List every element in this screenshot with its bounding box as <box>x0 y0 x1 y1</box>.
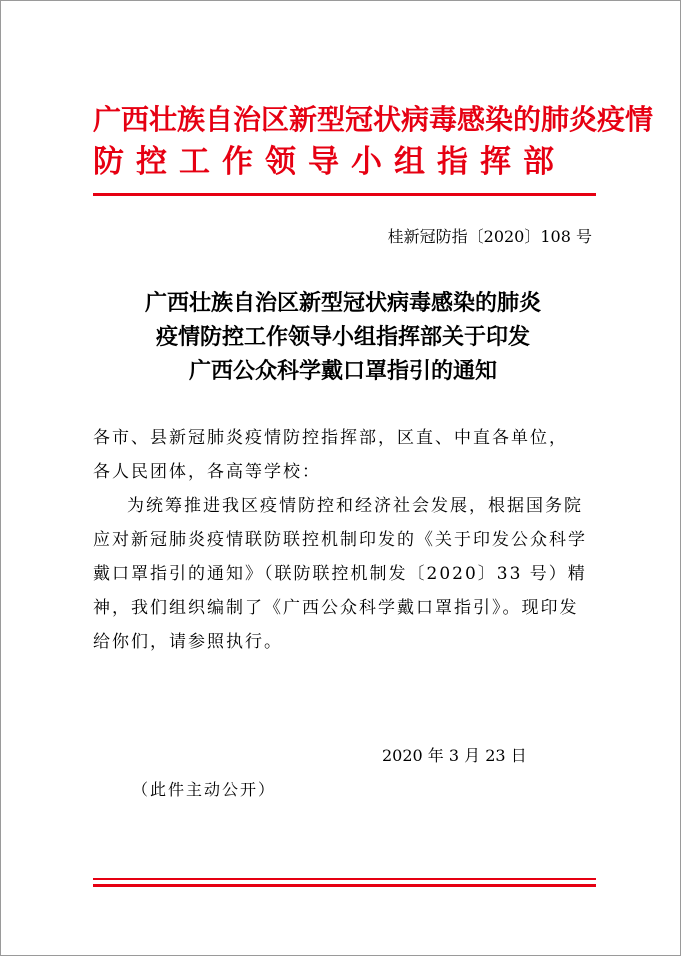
issue-date: 2020 年 3 月 23 日 <box>382 746 527 765</box>
publicity-note: （此件主动公开） <box>132 780 277 799</box>
header-line-2: 防控工作领导小组指挥部 <box>93 144 566 180</box>
title-line-1: 广西壮族自治区新型冠状病毒感染的肺炎 <box>144 290 541 316</box>
document-title <box>93 286 593 388</box>
document-body <box>93 421 593 659</box>
red-footer-rule-thick <box>93 884 596 887</box>
body-paragraph: 为统筹推进我区疫情防控和经济社会发展，根据国务院应对新冠肺炎疫情联防联控机制印发的《关于印发公众科学戴口罩指引的通知》（联防联控机制发〔2020〕33 号）精神，我们组织编制了《广西公众科学戴口罩指引》。现印发给你们，请参照执行。 <box>93 496 587 652</box>
issuing-authority-header <box>93 101 654 183</box>
title-line-3: 广西公众科学戴口罩指引的通知 <box>188 358 497 384</box>
document-number: 桂新冠防指〔2020〕108 号 <box>387 227 592 246</box>
red-footer-rule-thin <box>93 878 596 880</box>
header-line-1: 广西壮族自治区新型冠状病毒感染的肺炎疫情 <box>93 103 654 136</box>
salutation-line-2: 各人民团体，各高等学校： <box>93 462 321 482</box>
title-line-2: 疫情防控工作领导小组指挥部关于印发 <box>155 324 530 350</box>
salutation-line-1: 各市、县新冠肺炎疫情防控指挥部，区直、中直各单位， <box>93 428 568 448</box>
red-header-rule <box>93 193 596 196</box>
